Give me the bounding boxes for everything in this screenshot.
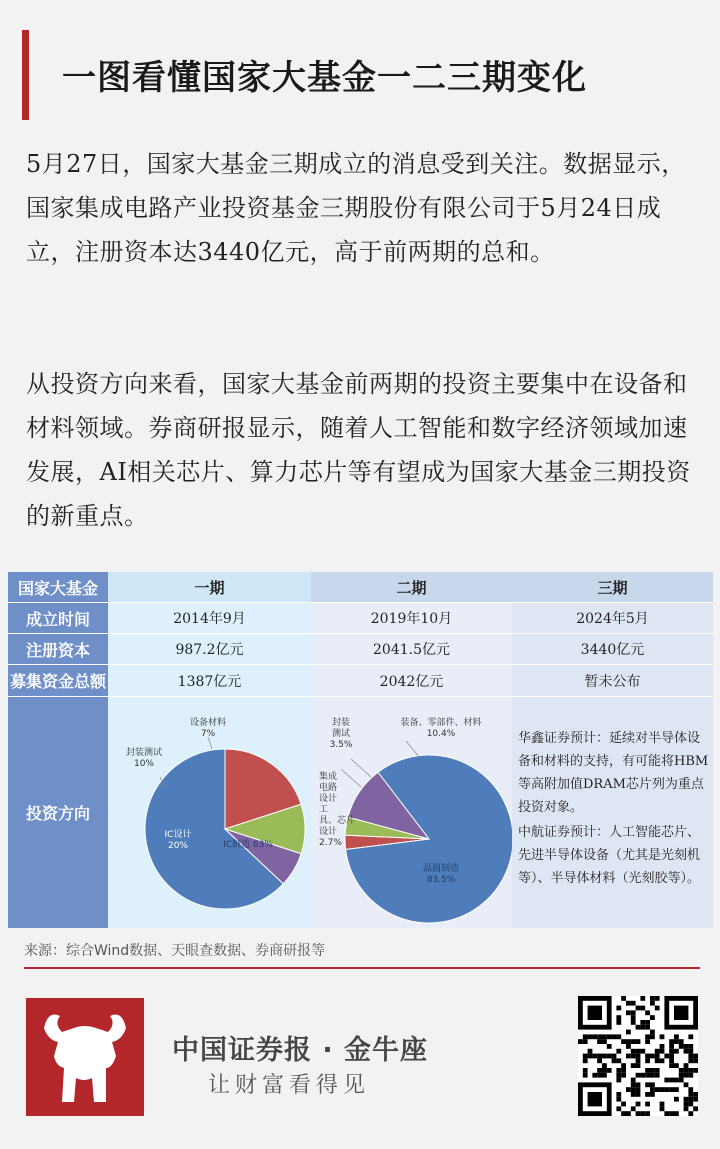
qr-module	[684, 1082, 689, 1087]
pie-cell-phase2	[311, 696, 512, 928]
qr-module	[693, 1068, 698, 1073]
forecast-cell	[512, 696, 713, 928]
qr-module	[693, 1054, 698, 1059]
qr-module	[612, 1058, 617, 1063]
qr-module	[597, 1034, 602, 1039]
qr-module	[631, 1010, 636, 1015]
qr-module	[679, 1044, 684, 1049]
qr-module	[645, 1092, 650, 1097]
qr-module	[640, 1020, 645, 1025]
qr-module	[602, 1054, 607, 1059]
qr-module	[645, 1111, 650, 1116]
qr-module	[626, 1039, 631, 1044]
qr-module	[607, 1068, 612, 1073]
row-label-founded: 成立时间	[8, 602, 108, 633]
pie-label-2-1: 集成电路设计工具、芯片设计 2.7%	[319, 771, 356, 848]
qr-module	[578, 1039, 583, 1044]
qr-finder-mark	[588, 1006, 602, 1020]
qr-module	[669, 1087, 674, 1092]
qr-module	[645, 1025, 650, 1030]
qr-module	[655, 1049, 660, 1054]
qr-module	[607, 1044, 612, 1049]
table-header-phase2: 二期	[311, 572, 512, 602]
qr-module	[583, 1068, 588, 1073]
qr-module	[674, 1049, 679, 1054]
qr-module	[616, 1106, 621, 1111]
qr-module	[626, 1087, 631, 1092]
qr-module	[664, 1111, 669, 1116]
qr-module	[688, 1034, 693, 1039]
qr-module	[688, 1068, 693, 1073]
qr-module	[631, 1039, 636, 1044]
title-accent-bar	[22, 30, 29, 120]
qr-module	[684, 1044, 689, 1049]
qr-module	[602, 1039, 607, 1044]
qr-module	[688, 1058, 693, 1063]
qr-module	[650, 1001, 655, 1006]
divider-line	[24, 967, 700, 969]
pie-label-2-0: 晶圆制造 83.5%	[422, 863, 460, 885]
qr-module	[679, 1068, 684, 1073]
table-cell: 2024年5月	[512, 602, 713, 633]
qr-module	[640, 1111, 645, 1116]
qr-module	[674, 1097, 679, 1102]
qr-module	[583, 1039, 588, 1044]
qr-module	[592, 1073, 597, 1078]
qr-module	[655, 1054, 660, 1059]
qr-module	[631, 1082, 636, 1087]
qr-module	[669, 1058, 674, 1063]
row-label-capital: 注册资本	[8, 633, 108, 664]
qr-module	[650, 1068, 655, 1073]
pie-chart-phase2	[311, 697, 512, 929]
qr-module	[684, 1068, 689, 1073]
qr-module	[650, 996, 655, 1001]
qr-module	[583, 1054, 588, 1059]
qr-module	[684, 1102, 689, 1107]
qr-module	[688, 1054, 693, 1059]
qr-module	[650, 1015, 655, 1020]
qr-module	[655, 996, 660, 1001]
qr-module	[597, 1054, 602, 1059]
qr-module	[688, 1044, 693, 1049]
table-cell: 2042亿元	[311, 664, 512, 696]
qr-module	[626, 1054, 631, 1059]
qr-module	[636, 1063, 641, 1068]
qr-module	[588, 1054, 593, 1059]
qr-module	[597, 1068, 602, 1073]
qr-module	[688, 1092, 693, 1097]
forecast-note-zhonghang: 中航证券预计：人工智能芯片、先进半导体设备（尤其是光刻机等）、半导体材料（光刻胶等）。	[518, 825, 701, 886]
qr-module	[636, 1087, 641, 1092]
row-label-raised: 募集资金总额	[8, 664, 108, 696]
qr-module	[612, 1034, 617, 1039]
qr-module	[669, 1049, 674, 1054]
qr-module	[650, 1054, 655, 1059]
qr-module	[631, 1015, 636, 1020]
qr-module	[636, 1102, 641, 1107]
pie-leader-2-3	[406, 741, 419, 757]
qr-module	[679, 1073, 684, 1078]
row-label-direction: 投资方向	[8, 696, 108, 928]
qr-module	[669, 1063, 674, 1068]
source-note: 来源：综合Wind数据、天眼查数据、券商研报等	[24, 943, 326, 959]
pie-label-1-0: IC制造 63%	[223, 839, 273, 850]
pie-label-1-3: 设备材料 7%	[189, 717, 227, 739]
qr-module	[645, 1058, 650, 1063]
qr-module	[645, 1034, 650, 1039]
pie-cell-phase1	[108, 696, 311, 928]
qr-module	[597, 1073, 602, 1078]
qr-module	[616, 1049, 621, 1054]
qr-module	[669, 1111, 674, 1116]
qr-module	[602, 1068, 607, 1073]
qr-module	[688, 1097, 693, 1102]
qr-module	[636, 1049, 641, 1054]
qr-module	[674, 1039, 679, 1044]
qr-module	[626, 1044, 631, 1049]
qr-module	[664, 1054, 669, 1059]
qr-module	[631, 1106, 636, 1111]
qr-module	[679, 1039, 684, 1044]
qr-module	[674, 1063, 679, 1068]
qr-module	[636, 1039, 641, 1044]
qr-module	[597, 1058, 602, 1063]
qr-module	[693, 1058, 698, 1063]
qr-module	[631, 1087, 636, 1092]
qr-module	[626, 1010, 631, 1015]
table-header-phase3: 三期	[512, 572, 713, 602]
qr-module	[650, 1034, 655, 1039]
qr-module	[612, 1054, 617, 1059]
qr-module	[645, 1020, 650, 1025]
qr-module	[640, 1073, 645, 1078]
qr-module	[660, 1087, 665, 1092]
table-cell: 2019年10月	[311, 602, 512, 633]
qr-module	[650, 1092, 655, 1097]
qr-module	[631, 1092, 636, 1097]
qr-module	[645, 1054, 650, 1059]
qr-module	[655, 1068, 660, 1073]
qr-module	[602, 1063, 607, 1068]
qr-module	[684, 1106, 689, 1111]
qr-module	[688, 1073, 693, 1078]
qr-module	[583, 1034, 588, 1039]
qr-module	[631, 1020, 636, 1025]
qr-module	[621, 1068, 626, 1073]
table-cell: 2041.5亿元	[311, 633, 512, 664]
qr-module	[616, 1006, 621, 1011]
pie-label-2-3: 装备、零部件、材料 10.4%	[400, 717, 482, 739]
forecast-note-huaxin: 华鑫证券预计：延续对半导体设备和材料的支持，有可能将HBM等高附加值DRAM芯片列为重点投资对象。	[518, 731, 709, 815]
qr-module	[688, 1049, 693, 1054]
qr-module	[674, 1087, 679, 1092]
qr-module	[645, 1082, 650, 1087]
qr-module	[621, 996, 626, 1001]
qr-module	[693, 1097, 698, 1102]
qr-module	[626, 1030, 631, 1035]
pie-label-2-2: 封装测试 3.5%	[329, 717, 353, 750]
qr-module	[645, 1073, 650, 1078]
table-header-label: 国家大基金	[8, 572, 108, 602]
qr-module	[688, 1102, 693, 1107]
direction-paragraph: 从投资方向来看，国家大基金前两期的投资主要集中在设备和材料领域。券商研报显示，随着人工智能和数字经济领域加速发展，AI相关芯片、算力芯片等有望成为国家大基金三期投资的新重点。	[26, 370, 691, 530]
table-cell: 暂未公布	[512, 664, 713, 696]
qr-module	[660, 1049, 665, 1054]
qr-module	[645, 1102, 650, 1107]
qr-module	[640, 1006, 645, 1011]
qr-module	[684, 1063, 689, 1068]
qr-module	[650, 1030, 655, 1035]
qr-module	[636, 1092, 641, 1097]
table-header-phase1: 一期	[108, 572, 311, 602]
qr-module	[693, 1106, 698, 1111]
qr-module	[655, 1006, 660, 1011]
pie-leader-2-1	[341, 769, 361, 787]
qr-module	[640, 1025, 645, 1030]
qr-module	[636, 1006, 641, 1011]
page-title: 一图看懂国家大基金一二三期变化	[62, 58, 587, 98]
qr-module	[650, 1073, 655, 1078]
qr-module	[636, 1073, 641, 1078]
qr-finder-mark	[588, 1092, 602, 1106]
brand-slogan: 让财富看得见	[208, 1073, 371, 1098]
qr-module	[616, 1015, 621, 1020]
pie-label-1-1: IC设计 20%	[164, 829, 192, 851]
qr-module	[626, 1001, 631, 1006]
qr-module	[640, 996, 645, 1001]
qr-module	[597, 1039, 602, 1044]
qr-module	[592, 1034, 597, 1039]
qr-module	[660, 1034, 665, 1039]
qr-module	[616, 1068, 621, 1073]
qr-module	[650, 1087, 655, 1092]
qr-module	[631, 1063, 636, 1068]
qr-module	[645, 1010, 650, 1015]
qr-module	[674, 1078, 679, 1083]
pie-chart-phase1	[108, 697, 311, 929]
qr-module	[621, 1102, 626, 1107]
qr-module	[660, 1044, 665, 1049]
qr-module	[684, 1073, 689, 1078]
qr-module	[669, 1039, 674, 1044]
table-cell: 987.2亿元	[108, 633, 311, 664]
qr-module	[636, 1111, 641, 1116]
qr-module	[645, 1039, 650, 1044]
qr-module	[688, 1111, 693, 1116]
qr-module	[664, 1078, 669, 1083]
qr-module	[607, 1034, 612, 1039]
qr-module	[669, 1078, 674, 1083]
pie-label-1-2: 封装测试 10%	[125, 747, 163, 769]
qr-module	[616, 1078, 621, 1083]
qr-module	[684, 1097, 689, 1102]
pie-leader-2-2	[351, 759, 371, 777]
qr-module	[636, 1082, 641, 1087]
qr-module	[650, 1082, 655, 1087]
qr-module	[645, 1068, 650, 1073]
qr-module	[631, 1054, 636, 1059]
qr-module	[660, 1102, 665, 1107]
qr-code-icon	[578, 996, 698, 1116]
qr-module	[607, 1054, 612, 1059]
brand-name: 中国证券报 · 金牛座	[172, 1035, 429, 1066]
qr-module	[602, 1073, 607, 1078]
qr-module	[655, 1058, 660, 1063]
qr-module	[621, 1111, 626, 1116]
qr-module	[660, 1106, 665, 1111]
qr-module	[636, 1058, 641, 1063]
qr-module	[621, 1063, 626, 1068]
title-bar	[22, 30, 700, 120]
qr-module	[583, 1058, 588, 1063]
qr-module	[679, 1078, 684, 1083]
qr-module	[631, 1049, 636, 1054]
fund-comparison-table	[8, 572, 713, 928]
qr-module	[660, 1058, 665, 1063]
qr-module	[616, 1097, 621, 1102]
qr-module	[616, 1020, 621, 1025]
table-cell: 3440亿元	[512, 633, 713, 664]
qr-module	[655, 1087, 660, 1092]
qr-module	[655, 1073, 660, 1078]
table-cell: 2014年9月	[108, 602, 311, 633]
qr-module	[626, 1111, 631, 1116]
qr-module	[588, 1049, 593, 1054]
qr-module	[621, 1073, 626, 1078]
qr-module	[621, 1039, 626, 1044]
qr-module	[674, 1034, 679, 1039]
qr-module	[588, 1034, 593, 1039]
qr-module	[616, 1092, 621, 1097]
qr-finder-mark	[674, 1006, 688, 1020]
qr-module	[636, 1054, 641, 1059]
qr-module	[631, 1078, 636, 1083]
qr-module	[640, 1049, 645, 1054]
qr-module	[688, 1087, 693, 1092]
bull-logo-icon	[26, 998, 144, 1116]
qr-module	[684, 1049, 689, 1054]
table-cell: 1387亿元	[108, 664, 311, 696]
qr-module	[616, 1073, 621, 1078]
intro-paragraph: 5月27日，国家大基金三期成立的消息受到关注。数据显示，国家集成电路产业投资基金三期股份有限公司于5月24日成立，注册资本达3440亿元，高于前两期的总和。	[26, 150, 686, 266]
qr-module	[669, 1054, 674, 1059]
qr-module	[693, 1092, 698, 1097]
qr-module	[674, 1111, 679, 1116]
qr-module	[636, 1025, 641, 1030]
qr-module	[664, 1087, 669, 1092]
qr-module	[669, 1044, 674, 1049]
qr-module	[583, 1073, 588, 1078]
qr-module	[602, 1034, 607, 1039]
qr-module	[592, 1054, 597, 1059]
qr-module	[616, 1034, 621, 1039]
qr-module	[616, 1058, 621, 1063]
qr-module	[631, 1001, 636, 1006]
